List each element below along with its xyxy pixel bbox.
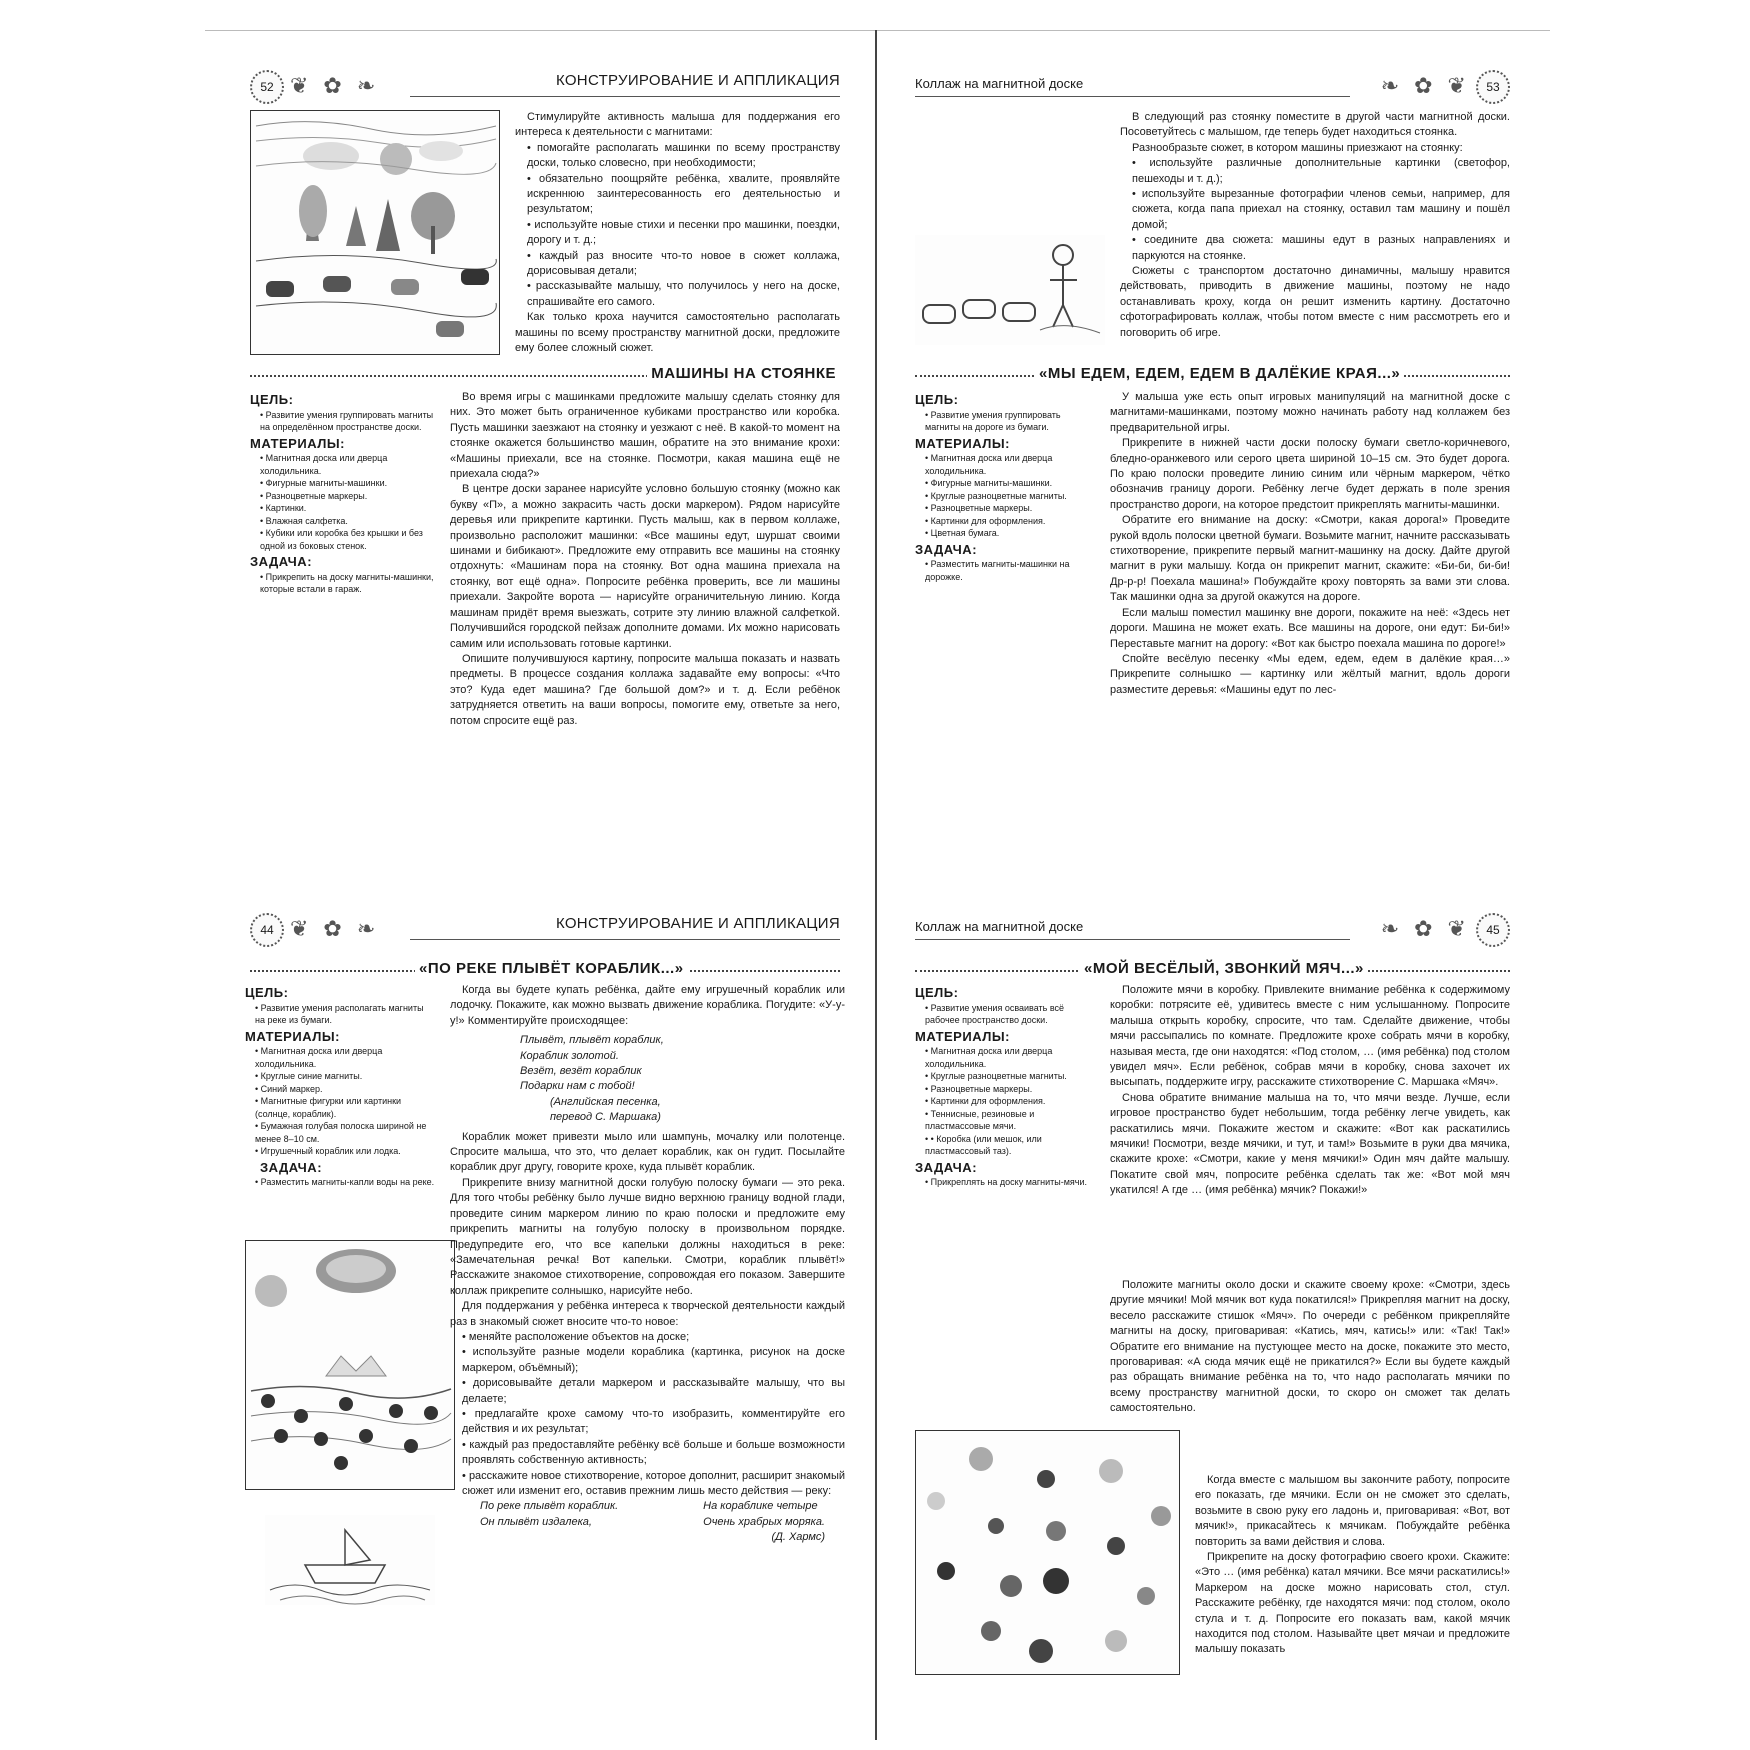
running-head bbox=[250, 70, 840, 106]
task-label: ЗАДАЧА: bbox=[915, 541, 978, 557]
paragraph: Стимулируйте активность малыша для поддержания его интереса к деятельности с магнитами: bbox=[515, 111, 840, 139]
section-title: МАШИНЫ НА СТОЯНКЕ bbox=[647, 365, 840, 382]
collage-illustration-balls bbox=[915, 1430, 1180, 1675]
material-item: • Синий маркер. bbox=[255, 1083, 435, 1096]
paragraph: У малыша уже есть опыт игровых манипуляций на магнитной доске с магнитами-машинками, поэтому можно начинать работу над коллажем без предварительной игры. bbox=[1110, 391, 1510, 434]
poem-source: (Английская песенка, bbox=[550, 1095, 661, 1108]
material-item: • Разноцветные маркеры. bbox=[925, 1083, 1100, 1096]
material-item: • Круглые синие магниты. bbox=[255, 1070, 435, 1083]
paragraph: Снова обратите внимание малыша на то, что мячи везде. Лучше, если игровое пространство будет небольшим, тогда ребёнку легче увидеть, как раскатились мячи. Покажите жестом и скажите: «Вот как раскатились мячики! Посмотри, везде мячики, и тут, и там!» Возьмите в руки два мячика, скажите крохе: «Смотри, какие у меня мячики!» Один мяч дайте малышу. Покатите свой мяч, попросите ребёнка сделать так же: «Вот мой мяч укатился! А где … (имя ребёнка) мячик? Покажи!» bbox=[1110, 1091, 1510, 1197]
goal-item: • Развитие умения осваивать всё рабочее пространство доски. bbox=[925, 1002, 1100, 1027]
paragraph: Положите магниты около доски и скажите своему крохе: «Смотри, здесь другие мячики! Мой мячик вот куда покатился!» Прикрепляя магнит на доску, весело расскажите стишок «Мяч». По очереди с ребёнком прикрепляйте магниты на доску, приговаривая: «Катись, мяч, катись!» или: «Так! Так!» Обратите его внимание на пустующее место на доске, покажите это место, проговаривая: «А сюда мячик ещё не прикатился?» Если вы будете каждый раз обращать внимание ребёнка на то, что надо располагать мячики по всему пространству магнитной доски, то скоро он сможет так делать самостоятельно. bbox=[1110, 1279, 1510, 1415]
goal-label: ЦЕЛЬ: bbox=[250, 392, 294, 407]
sidebar-info bbox=[915, 390, 1095, 583]
page-44 bbox=[245, 905, 845, 1735]
main-text bbox=[450, 983, 845, 1546]
paragraph: Во время игры с машинками предложите малышу сделать стоянку для них. Это может быть ограниченное кубиками пространство или коробка. Пусть машинки заезжают на стоянку и уезжают с неё. В какой-то момент на стоянке окажется большинство машин, обратите на это внимание крохи: «Машины приехали, все на стоянке. Посмотри, какая машина ещё не приехала сюда?» bbox=[450, 391, 840, 481]
task-label: ЗАДАЧА: bbox=[915, 1159, 978, 1175]
bullet: • используйте вырезанные фотографии членов семьи, например, для сюжета, когда папа приехал на стоянку, оставил там машину и пошёл домой; bbox=[1132, 188, 1510, 231]
bullet: • каждый раз вносите что-то новое в сюжет коллажа, дорисовывая детали; bbox=[527, 249, 840, 278]
cars-sketch-illustration bbox=[915, 235, 1105, 345]
material-item: • Картинки для оформления. bbox=[925, 1095, 1100, 1108]
main-text-bottom bbox=[1195, 1473, 1510, 1658]
material-item: • Разноцветные маркеры. bbox=[925, 502, 1095, 515]
task-item: • Разместить магниты-капли воды на реке. bbox=[255, 1176, 435, 1189]
materials-label: МАТЕРИАЛЫ: bbox=[250, 435, 345, 451]
task-item: • Разместить магниты-машинки на дорожке. bbox=[925, 558, 1095, 583]
poem-line: Подарки нам с тобой! bbox=[520, 1080, 635, 1093]
paragraph: Прикрепите внизу магнитной доски голубую полоску бумаги — это река. Для того чтобы ребёнку было лучше видно верхнюю границу водной глади, проведите синим маркером линию по краю полоски и предложите ему прикрепить магниты на голубую полоску в произвольном порядке. Предупредите его, что все капельки должны находиться в реке: «Замечательная речка! Вот капельки. Смотри, кораблик плывёт!» Расскажите знакомое стихотворение, сопровождая его показом. Завершите коллаж прикрепите солнышко, нарисуйте небо. bbox=[450, 1176, 845, 1297]
page-52 bbox=[250, 30, 840, 890]
section-heading bbox=[915, 365, 1510, 385]
section-title: «МЫ ЕДЕМ, ЕДЕМ, ЕДЕМ В ДАЛЁКИЕ КРАЯ...» bbox=[1035, 365, 1404, 382]
running-head-rule bbox=[915, 939, 1350, 940]
goal-label: ЦЕЛЬ: bbox=[915, 985, 959, 1000]
paragraph: Разнообразьте сюжет, в котором машины приезжают на стоянку: bbox=[1132, 141, 1463, 154]
section-title: «МОЙ ВЕСЁЛЫЙ, ЗВОНКИЙ МЯЧ...» bbox=[1080, 960, 1368, 977]
collage-illustration-cars bbox=[250, 110, 500, 355]
ornament-icon: ❧ ✿ ❦ bbox=[1380, 917, 1470, 942]
paragraph: Когда вместе с малышом вы закончите работу, попросите его показать, где мячики. Если он не сможет это сделать, возьмите в свою руку его ладонь и, приговаривая: «Вот, вот мячик!», прикасайтесь к мячикам. Побуждайте ребёнка повторить за вами действия и слова. bbox=[1195, 1474, 1510, 1548]
bullet: • соедините два сюжета: машины едут в разных направлениях и паркуются на стоянке. bbox=[1132, 234, 1510, 262]
paragraph: В следующий раз стоянку поместите в другой части магнитной доски. Посоветуйтесь с малышом, где теперь будет находиться стоянка. bbox=[1120, 111, 1510, 139]
bullet: • используйте новые стихи и песенки про машинки, поездки, дорогу и т. д.; bbox=[527, 218, 840, 247]
material-item: • Игрушечный кораблик или лодка. bbox=[255, 1145, 435, 1158]
section-heading bbox=[250, 960, 840, 980]
running-head bbox=[915, 70, 1510, 106]
sidebar-info bbox=[250, 390, 435, 596]
bullet: • каждый раз предоставляйте ребёнку всё больше и больше возможности проявлять собственную активность; bbox=[462, 1438, 845, 1467]
paragraph: Сюжеты с транспортом достаточно динамичны, малышу нравится действовать, приводить в движение машины, поэтому не надо останавливать кроху, когда он решит изменить картину. Достаточно сфотографировать коллаж, чтобы потом вместе с ним рассмотреть его и поговорить об игре. bbox=[1120, 265, 1510, 339]
paragraph: Прикрепите в нижней части доски полоску бумаги светло-коричневого, бледно-оранжевого или серого цвета шириной 10–15 см. Это будет дорога. По краю полоски проведите линию синим или чёрным маркером, чётко обозначив границу дороги. Ребёнку легче будет держать в поле зрения пространство дороги, на которое предстоит прикреплять магниты-машинки. bbox=[1110, 437, 1510, 511]
poem-line: Кораблик золотой. bbox=[520, 1049, 619, 1062]
page-45 bbox=[915, 905, 1510, 1735]
material-item: • Картинки. bbox=[260, 502, 435, 515]
running-title: КОНСТРУИРОВАНИЕ И АППЛИКАЦИЯ bbox=[555, 915, 840, 932]
paragraph: Для поддержания у ребёнка интереса к творческой деятельности каждый раз в знакомый сюжет вносите что-то новое: bbox=[450, 1300, 845, 1328]
material-item: • Магнитные фигурки или картинки (солнце, кораблик). bbox=[255, 1095, 435, 1120]
material-item: • Круглые разноцветные магниты. bbox=[925, 1070, 1100, 1083]
material-item: • • Коробка (или мешок, или пластмассовый таз). bbox=[925, 1133, 1100, 1158]
goal-item: • Развитие умения группировать магниты на дороге из бумаги. bbox=[925, 409, 1095, 434]
page-number: 45 bbox=[1476, 913, 1510, 947]
materials-label: МАТЕРИАЛЫ: bbox=[245, 1028, 340, 1044]
paragraph: Если малыш поместил машинку вне дороги, покажите на неё: «Здесь нет дороги. Машина не может ехать. Все машины на дороге, они едут: Би-би!» Переставьте магнит на дорогу: «Вот как быстро поехала машина по дороге!» bbox=[1110, 606, 1510, 650]
running-head-rule bbox=[915, 96, 1350, 97]
ornament-icon: ❦ ✿ ❧ bbox=[290, 917, 380, 942]
task-item: • Прикрепить на доску магниты-машинки, которые встали в гараж. bbox=[260, 571, 435, 596]
poem-line: По реке плывёт кораблик. bbox=[480, 1500, 619, 1513]
running-head-rule bbox=[410, 939, 840, 940]
running-head-rule bbox=[410, 96, 840, 97]
bullet: • используйте различные дополнительные картинки (светофор, пешеходы и т. д.); bbox=[1132, 157, 1510, 185]
poem-source: перевод С. Маршака) bbox=[550, 1111, 661, 1124]
poem-line: Плывёт, плывёт кораблик, bbox=[520, 1034, 664, 1047]
sidebar-info bbox=[245, 983, 435, 1189]
paragraph: В центре доски заранее нарисуйте условно большую стоянку (можно как букву «П», а можно закрасить часть доски маркером). Рядом нарисуйте деревья или прикрепите картинки. Пусть малыш, как в первом коллаже, произвольно расположит машинки: «Все машины едут, шуршат своими шинами и бибикают». Предложите ему отправить все машины на стоянку отдохнуть: «Машинам пора на стоянку. Вот одна машина приехала на стоянку, вот ещё одна». Попросите ребёнка проверить, все ли машины приехали. Закройте ворота — нарисуйте ограничительную линию. Когда машинам придёт время выезжать, сотрите эту линию влажной салфеткой. Получившийся городской пейзаж дополните домами. Их можно нарисовать самим или использовать готовые картинки. bbox=[450, 483, 840, 650]
poem-line: Очень храбрых моряка. bbox=[703, 1515, 825, 1528]
page-53 bbox=[915, 30, 1510, 890]
material-item: • Бумажная голубая полоска шириной не менее 8–10 см. bbox=[255, 1120, 435, 1145]
page-number: 53 bbox=[1476, 70, 1510, 104]
material-item: • Цветная бумага. bbox=[925, 527, 1095, 540]
main-text-top bbox=[1110, 983, 1510, 1199]
bullet: • обязательно поощряйте ребёнка, хвалите, проявляйте искреннюю заинтересованность его деятельностью и результатом; bbox=[527, 172, 840, 216]
section-title: «ПО РЕКЕ ПЛЫВЁТ КОРАБЛИК...» bbox=[415, 960, 688, 977]
material-item: • Влажная салфетка. bbox=[260, 515, 435, 528]
paragraph: Опишите получившуюся картину, попросите малыша показать и назвать предметы. В процессе создания коллажа задавайте ему вопросы: «Что это? Куда едет машина? Где большой дом?» и т. д. Если ребёнок затрудняется ответить на ваши вопросы, помогите ему, ответьте за него, потом спросите ещё раз. bbox=[450, 652, 840, 727]
running-head bbox=[915, 913, 1510, 949]
poem-kharms bbox=[450, 1499, 845, 1545]
material-item: • Картинки для оформления. bbox=[925, 515, 1095, 528]
goal-item: • Развитие умения располагать магниты на реке из бумаги. bbox=[255, 1002, 435, 1027]
material-item: • Магнитная доска или дверца холодильника. bbox=[925, 452, 1095, 477]
material-item: • Фигурные магниты-машинки. bbox=[260, 477, 435, 490]
paragraph: Когда вы будете купать ребёнка, дайте ему игрушечный кораблик или лодочку. Покажите, как можно вызвать движение кораблика. Погудите: «У-у-у!» Комментируйте происходящее: bbox=[450, 984, 845, 1027]
spread-top bbox=[210, 30, 1545, 890]
collage-illustration-river bbox=[245, 1240, 455, 1490]
task-item: • Прикреплять на доску магниты-мячи. bbox=[925, 1176, 1100, 1189]
poem-line: Везёт, везёт кораблик bbox=[520, 1065, 642, 1078]
bullet: • помогайте располагать машинки по всему пространству доски, только словесно, при необходимости; bbox=[527, 141, 840, 170]
material-item: • Кубики или коробка без крышки и без одной из боковых стенок. bbox=[260, 527, 435, 552]
page-number: 44 bbox=[250, 913, 284, 947]
bullet: • рассказывайте малышу, что получилось у него на доске, спрашивайте его самого. bbox=[527, 280, 840, 308]
goal-item: • Развитие умения группировать магниты на определённом пространстве доски. bbox=[260, 409, 435, 434]
material-item: • Магнитная доска или дверца холодильника. bbox=[925, 1045, 1100, 1070]
poem-line: Он плывёт издалека, bbox=[480, 1515, 592, 1528]
paragraph: Как только кроха научится самостоятельно располагать машины по всему пространству магнитной доски, предложите ему более сложный сюжет. bbox=[515, 311, 840, 355]
paragraph: Обратите его внимание на доску: «Смотри, какая дорога!» Проведите рукой вдоль полоски цветной бумаги. Возьмите магнит, начните рассказывать стихотворение, прикрепите первый магнит-машинку на доску. Дайте другой магнит в руки малышу. Когда он прикрепит магнит, скажите: «Би-би, би-би! Др-р-р! Поехала машина!» Побуждайте кроху повторять за вами эти слова. Так машинки одна за другой окажутся на дороге. bbox=[1110, 514, 1510, 604]
bullet: • дорисовывайте детали маркером и рассказывайте малышу, что вы делаете; bbox=[462, 1377, 845, 1405]
ornament-icon: ❧ ✿ ❦ bbox=[1380, 74, 1470, 99]
material-item: • Магнитная доска или дверца холодильника. bbox=[260, 452, 435, 477]
running-title: Коллаж на магнитной доске bbox=[915, 919, 1084, 934]
ornament-icon: ❦ ✿ ❧ bbox=[290, 74, 380, 99]
bullet: • расскажите новое стихотворение, которое дополнит, расширит знакомый сюжет или изменит его, оставив прежним лишь место действия — реку: bbox=[462, 1469, 845, 1497]
bullet: • меняйте расположение объектов на доске; bbox=[462, 1330, 690, 1343]
section-heading bbox=[250, 365, 840, 385]
paragraph: Спойте весёлую песенку «Мы едем, едем, едем в далёкие края…» Прикрепите солнышко — картинку или жёлтый магнит, вдоль дороги разместите деревья: «Машины едут по лес- bbox=[1110, 652, 1510, 696]
sidebar-info bbox=[915, 983, 1100, 1189]
boat-sketch-illustration bbox=[265, 1515, 435, 1605]
paragraph: Прикрепите на доску фотографию своего крохи. Скажите: «Это … (имя ребёнка) катал мячики. Все мячи раскатились!» Маркером на доске можно нарисовать стол, стул. Расскажите ребёнку, где находятся мячи: под столом, около стула и т. д. Попросите его показать вам, какой мячик находится под столом. Называйте цвет мячаи и предложите малышу показать bbox=[1195, 1551, 1510, 1656]
running-head bbox=[250, 913, 840, 949]
poem bbox=[450, 1033, 845, 1125]
poem-line: На кораблике четыре bbox=[703, 1500, 818, 1513]
bullet: • используйте разные модели кораблика (картинка, рисунок на доске маркером, объёмный); bbox=[462, 1346, 845, 1374]
running-title: КОНСТРУИРОВАНИЕ И АППЛИКАЦИЯ bbox=[555, 72, 840, 89]
poem-author: (Д. Хармс) bbox=[771, 1531, 825, 1544]
intro-text bbox=[515, 110, 840, 357]
main-text bbox=[1110, 390, 1510, 698]
task-label: ЗАДАЧА: bbox=[260, 1159, 323, 1175]
paragraph: Кораблик может привезти мыло или шампунь, мочалку или полотенце. Спросите малыша, что это, что делает кораблик, как он гудит. Посылайте кораблик друг другу, говорите крохе, куда плывёт кораблик. bbox=[450, 1130, 845, 1174]
section-heading bbox=[915, 960, 1510, 980]
material-item: • Круглые разноцветные магниты. bbox=[925, 490, 1095, 503]
materials-label: МАТЕРИАЛЫ: bbox=[915, 435, 1010, 451]
paragraph: Положите мячи в коробку. Привлеките внимание ребёнка к содержимому коробки: потрясите её, удивитесь вместе с ним услышанному. Попросите малыша открыть коробку, спросите, что там. Сделайте движение, чтобы мячи рассыпались по комнате. Предложите крохе собрать мячи в коробку, называя места, где они находятся: «Под столом, … (имя ребёнка) под столом увидел мяч». Если ребёнок, собрав мячи в коробку, снова захочет их высыпать, поддержите игру, расскажите стихотворение С. Маршака «Мяч». bbox=[1110, 984, 1510, 1089]
main-text-middle bbox=[1110, 1278, 1510, 1417]
material-item: • Магнитная доска или дверца холодильника. bbox=[255, 1045, 435, 1070]
intro-text bbox=[1120, 110, 1510, 341]
task-label: ЗАДАЧА: bbox=[250, 554, 313, 569]
page-number: 52 bbox=[250, 70, 284, 104]
spread-bottom bbox=[210, 905, 1545, 1735]
materials-label: МАТЕРИАЛЫ: bbox=[915, 1028, 1010, 1044]
material-item: • Теннисные, резиновые и пластмассовые мячи. bbox=[925, 1108, 1100, 1133]
goal-label: ЦЕЛЬ: bbox=[915, 392, 959, 407]
material-item: • Разноцветные маркеры. bbox=[260, 490, 435, 503]
bullet: • предлагайте крохе самому что-то изобразить, комментируйте его действия и их результат; bbox=[462, 1407, 845, 1436]
goal-label: ЦЕЛЬ: bbox=[245, 985, 289, 1000]
running-title: Коллаж на магнитной доске bbox=[915, 76, 1084, 91]
main-text bbox=[450, 390, 840, 729]
material-item: • Фигурные магниты-машинки. bbox=[925, 477, 1095, 490]
